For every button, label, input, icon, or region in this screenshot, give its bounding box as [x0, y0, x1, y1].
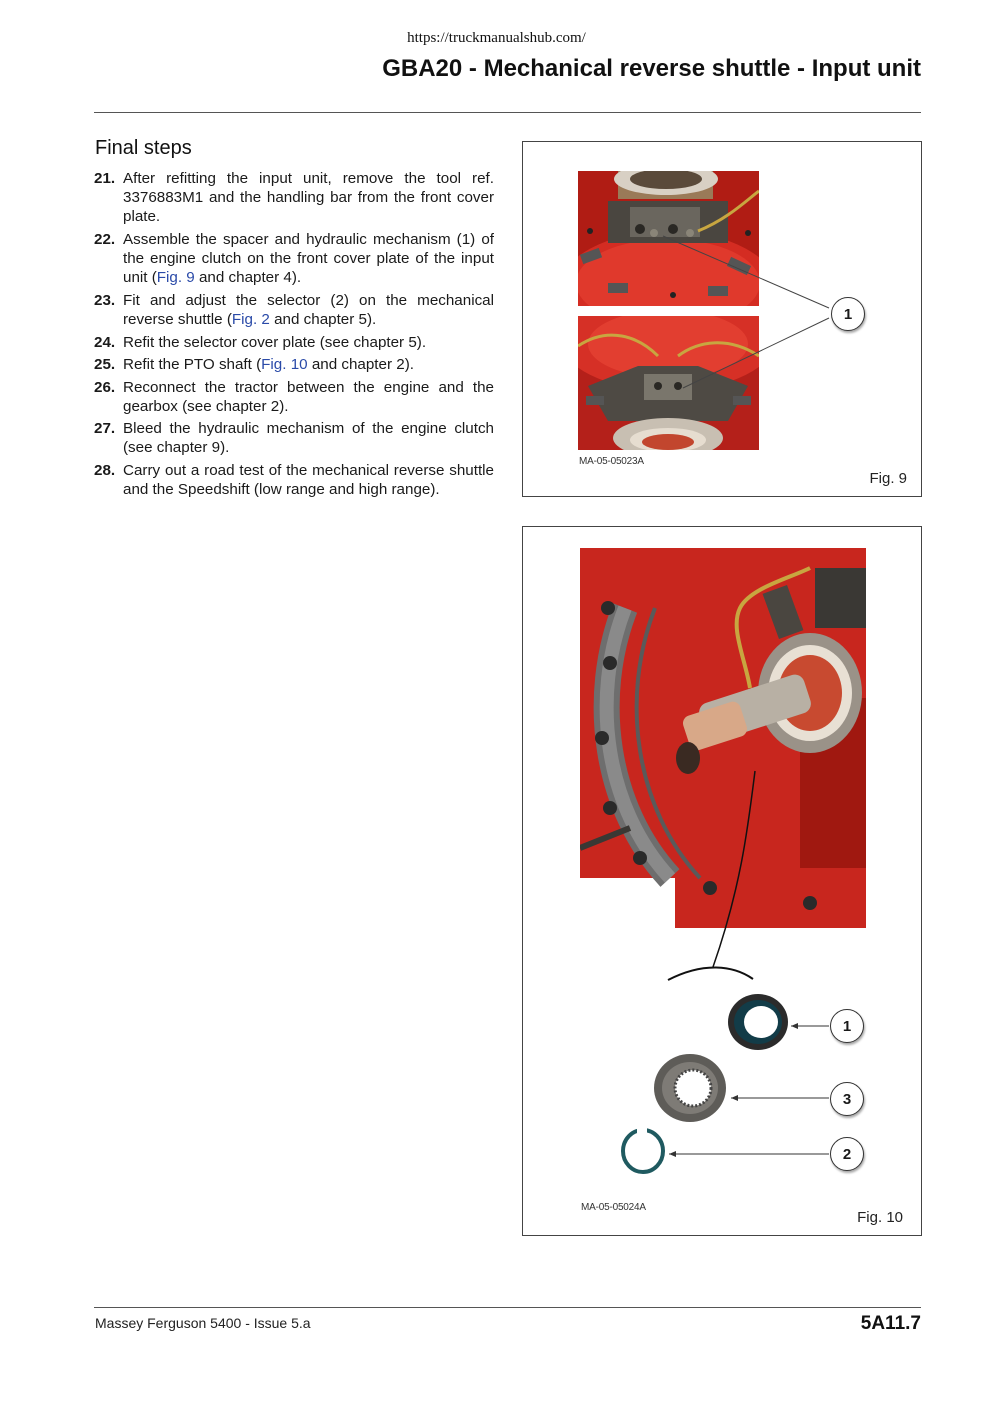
- step-item: [94, 461, 494, 499]
- step-text: Fit and adjust the selector (2) on the mechanical reverse shuttle (Fig. 2 and chapter 5).: [123, 291, 494, 329]
- figure-label: Fig. 9: [869, 470, 907, 487]
- oil-seal: [728, 994, 788, 1050]
- step-number: 28.: [94, 461, 116, 479]
- section-title: Final steps: [95, 137, 192, 159]
- step-number: 25.: [94, 356, 116, 374]
- snap-ring: [623, 1127, 663, 1172]
- step-item: [94, 419, 494, 457]
- figure-link[interactable]: Fig. 9: [156, 269, 195, 287]
- step-item: [94, 333, 494, 352]
- step-item: [94, 355, 494, 374]
- figure-link[interactable]: Fig. 2: [231, 311, 270, 329]
- step-text: Bleed the hydraulic mechanism of the engine clutch (see chapter 9).: [123, 420, 494, 457]
- page-number: 5A11.7: [860, 1313, 921, 1334]
- callout-1: 1: [830, 1009, 864, 1043]
- callout-3: 3: [830, 1082, 864, 1116]
- source-url[interactable]: https://truckmanualshub.com/: [407, 30, 586, 46]
- page-title: GBA20 - Mechanical reverse shuttle - Input unit: [382, 55, 921, 82]
- step-text: Carry out a road test of the mechanical reverse shuttle and the Speedshift (low range and high range).: [123, 461, 494, 499]
- step-text: Assemble the spacer and hydraulic mechanism (1) of the engine clutch on the front cover plate of the input unit (Fig. 9 and chapter 4).: [123, 230, 494, 287]
- step-text: Reconnect the tractor between the engine and the gearbox (see chapter 2).: [123, 378, 494, 415]
- step-text: Refit the PTO shaft (Fig. 10 and chapter 2).: [123, 356, 414, 374]
- step-item: [94, 378, 494, 416]
- step-item: [94, 230, 494, 288]
- callout-2: 2: [830, 1137, 864, 1171]
- splined-spacer: [654, 1054, 726, 1122]
- step-number: 23.: [94, 291, 116, 309]
- figure-10: [522, 526, 922, 1236]
- step-item: [94, 169, 494, 227]
- step-number: 21.: [94, 170, 116, 187]
- header-divider: [94, 112, 921, 113]
- step-text: Refit the selector cover plate (see chapter 5).: [123, 333, 427, 351]
- step-number: 27.: [94, 420, 116, 438]
- step-number: 24.: [94, 333, 116, 351]
- parts-illustration: [523, 527, 921, 1235]
- callout-1: 1: [831, 297, 865, 331]
- figure-label: Fig. 10: [857, 1209, 903, 1226]
- figure-reference-code: MA-05-05024A: [581, 1202, 646, 1213]
- step-text: After refitting the input unit, remove the tool ref. 3376883M1 and the handling bar from the front cover plate.: [123, 170, 494, 226]
- figure-9: [522, 141, 922, 497]
- step-number: 26.: [94, 378, 116, 396]
- figure-reference-code: MA-05-05023A: [579, 456, 644, 467]
- footer-manual-title: Massey Ferguson 5400 - Issue 5.a: [95, 1315, 311, 1331]
- step-number: 22.: [94, 230, 116, 248]
- figure-link[interactable]: Fig. 10: [261, 356, 308, 374]
- steps-list: [94, 169, 494, 503]
- footer-divider: [94, 1307, 921, 1308]
- step-item: [94, 291, 494, 329]
